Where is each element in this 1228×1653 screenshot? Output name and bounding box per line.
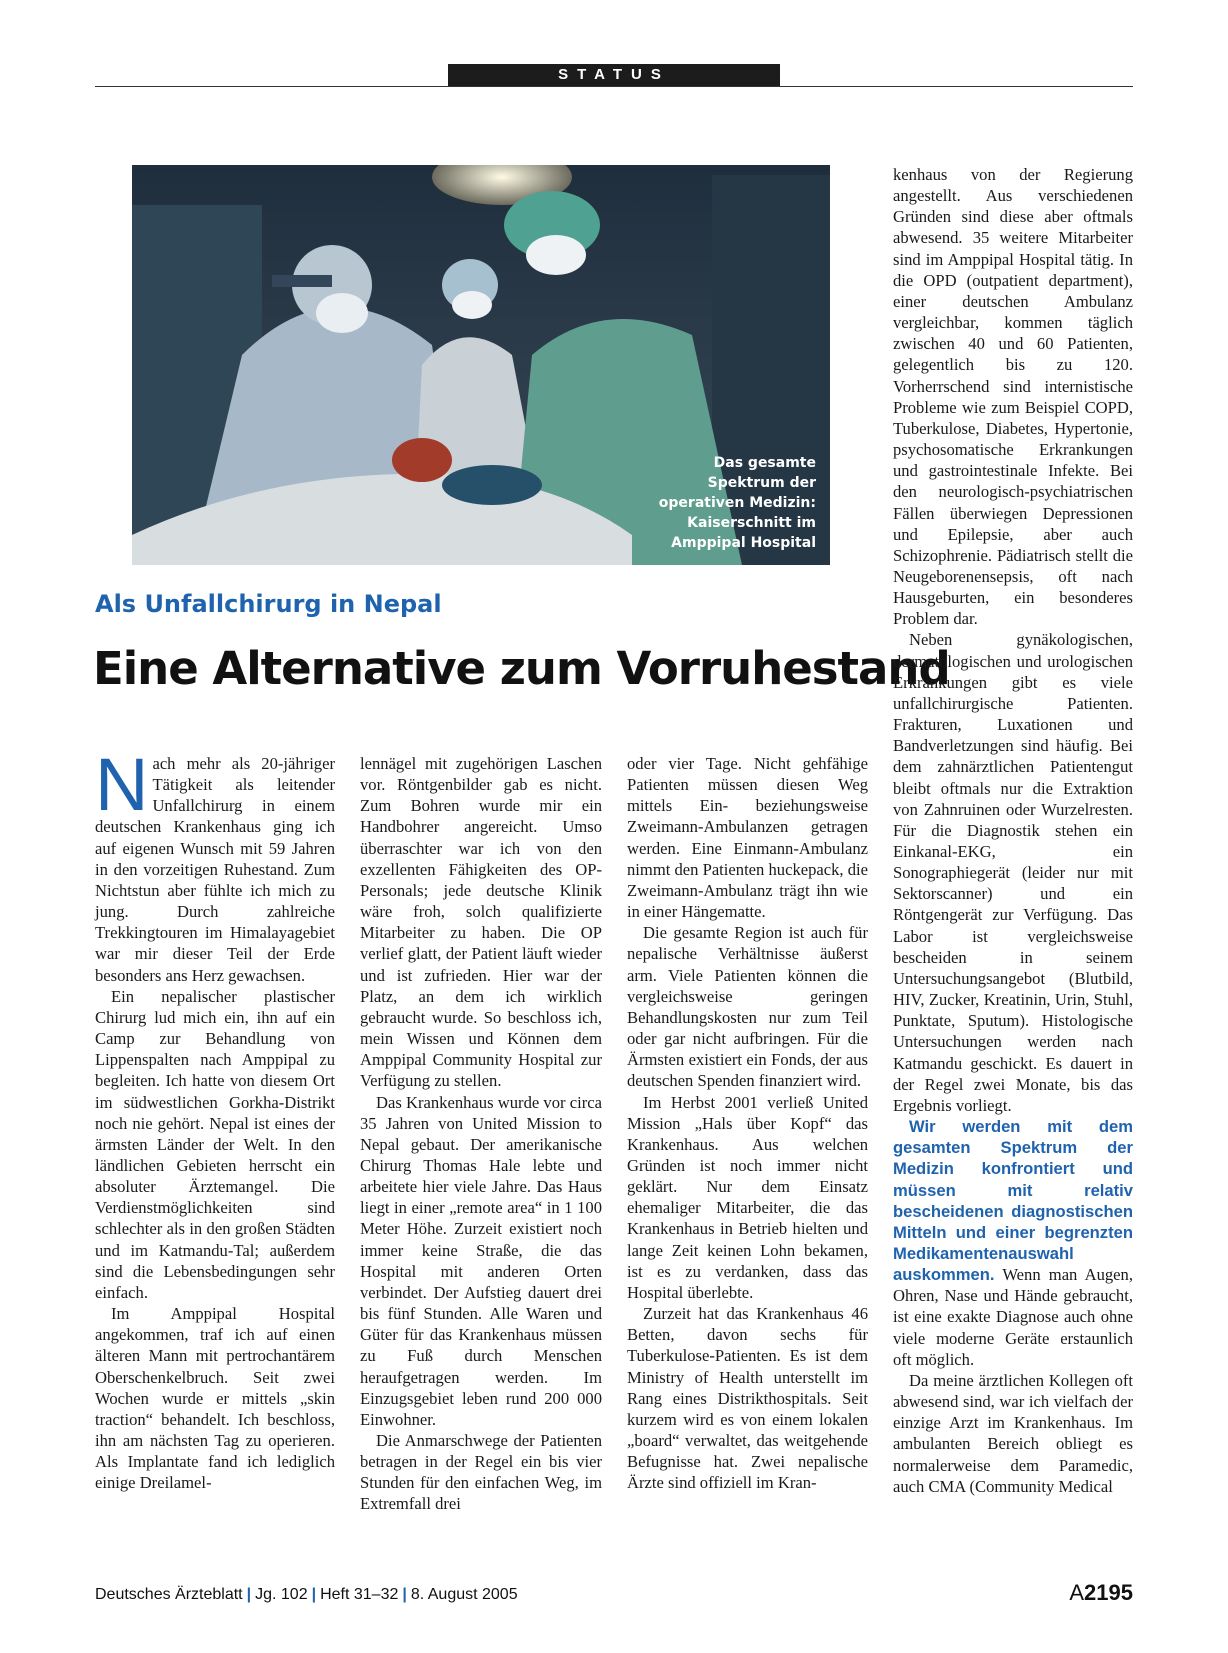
text-column-2 <box>360 753 602 1515</box>
paragraph: Die gesamte Region ist auch für nepalische Verhältnisse äußerst arm. Viele Patienten können die vergleichsweise geringen Behandlungskosten nur zum Teil oder gar nicht aufbringen. Für die Ärmsten existiert ein Fonds, der aus deutschen Spenden finanziert wird. <box>627 923 868 1091</box>
separator: | <box>246 1586 252 1603</box>
paragraph <box>893 1116 1133 1370</box>
article-title: Eine Alternative zum Vorruhestand <box>93 642 950 695</box>
page-number-value: 2195 <box>1084 1580 1133 1605</box>
separator: | <box>311 1586 317 1603</box>
footer-citation <box>95 1586 518 1604</box>
paragraph: Die Anmarschwege der Patienten betragen in der Regel ein bis vier Stunden für den einfachen Weg, im Extremfall drei <box>360 1431 602 1514</box>
paragraph: Im Amppipal Hospital angekommen, traf ich auf einen älteren Mann mit pertrochantärem Oberschenkelbruch. Seit zwei Wochen wurde er mittels „skin traction“ behandelt. Ich beschloss, ihn am nächsten Tag zu operieren. Als Implantate fand ich lediglich einige Dreilamel- <box>95 1304 335 1493</box>
text-column-4 <box>893 164 1133 1497</box>
highlight-quote: Wir werden mit dem gesamten Spektrum der Medizin konfrontiert und müssen mit relativ bescheidenen diagnostischen Mitteln und einer begrenzten Medikamentenauswahl auskommen. <box>893 1117 1133 1285</box>
paragraph <box>95 743 335 986</box>
article-kicker: Als Unfallchirurg in Nepal <box>95 590 442 618</box>
photo-caption: Das gesamte Spektrum der operativen Medizin: Kaiserschnitt im Amppipal Hospital <box>658 455 816 551</box>
paragraph: kenhaus von der Regierung angestellt. Aus verschiedenen Gründen sind diese aber oftmals abwesend. 35 weitere Mitarbeiter sind im Amppipal Hospital tätig. In die OPD (outpatient department), einer deutschen Ambulanz vergleichbar, kommen täglich zwischen 40 und 60 Patienten, gelegentlich bis zu 120. Vorherrschend sind internistische Probleme wie zum Beispiel COPD, Tuberkulose, Diabetes, Hypertonie, psychosomatische Erkrankungen und gastrointestinale Infekte. Bei den neurologisch-psychiatrischen Fällen überwiegen Depressionen und Epilepsie, aber auch Schizophrenie. Pädiatrisch stellt die Neugeborenensepsis, oft nach Hausgeburten, ein besonderes Problem dar. <box>893 165 1133 629</box>
journal-issue: Heft 31–32 <box>320 1586 399 1603</box>
paragraph: Das Krankenhaus wurde vor circa 35 Jahren von United Mission to Nepal gebaut. Der amerikanische Chirurg Thomas Hale lebte und arbeitete hier viele Jahre. Das Haus liegt in einer „remote area“ in 1 100 Meter Höhe. Zurzeit existiert noch immer keine Straße, die das Hospital mit anderen Orten verbindet. Der Aufstieg dauert drei bis fünf Stunden. Alle Waren und Güter für das Krankenhaus müssen zu Fuß durch Menschen heraufgetragen werden. Im Einzugsgebiet leben rund 200 000 Einwohner. <box>360 1092 602 1429</box>
surgery-photo <box>132 165 830 565</box>
paragraph: Im Herbst 2001 verließ United Mission „Hals über Kopf“ das Krankenhaus. Aus welchen Gründen ist noch immer nicht geklärt. Nur dem Einsatz ehemaliger Mitarbeiter, die das Krankenhaus in Betrieb hielten und lange Zeit keinen Lohn bekamen, ist es zu verdanken, dass das Hospital überlebte. <box>627 1092 868 1302</box>
paragraph: lennägel mit zugehörigen Laschen vor. Röntgenbilder gab es nicht. Zum Bohren wurde mir ein Handbohrer angereicht. Umso überraschter war ich von den exzellenten Fähigkeiten des OP-Personals; jede deutsche Klinik wäre froh, solch qualifizierte Mitarbeiter zu haben. Die OP verlief glatt, der Patient läuft wieder und ist zufrieden. Hier war der Platz, an dem ich wirklich gebraucht wurde. So beschloss ich, mein Wissen und Können dem Amppipal Community Hospital zur Verfügung zu stellen. <box>360 754 602 1091</box>
journal-name: Deutsches Ärzteblatt <box>95 1586 243 1603</box>
text-column-3 <box>627 753 868 1493</box>
journal-date: 8. August 2005 <box>410 1586 518 1603</box>
text-column-1 <box>95 743 335 1493</box>
paragraph: Ein nepalischer plastischer Chirurg lud mich ein, ihn auf ein Camp zur Behandlung von Lippenspalten nach Amppipal zu begleiten. Ich hatte von diesem Ort im südwestlichen Gorkha-Distrikt noch nie gehört. Nepal ist eines der ärmsten Länder der Welt. In den ländlichen Gebieten herrscht ein absoluter Ärztemangel. Die Verdienstmöglichkeiten sind schlechter als in den großen Städten und im Katmandu-Tal; außerdem sind die Lebensbedingungen sehr einfach. <box>95 986 335 1302</box>
paragraph: oder vier Tage. Nicht gehfähige Patienten müssen diesen Weg mittels Ein- beziehungsweise Zweimann-Ambulanzen getragen werden. Eine Einmann-Ambulanz nimmt den Patienten huckepack, die Zweimann-Ambulanz trägt ihn wie in einer Hängematte. <box>627 754 868 922</box>
paragraph: Da meine ärztlichen Kollegen oft abwesend sind, war ich vielfach der einzige Arzt im Krankenhaus. Im ambulanten Bereich obliegt es normalerweise dem Paramedic, auch CMA (Community Medical <box>893 1370 1133 1496</box>
separator: | <box>402 1586 407 1603</box>
section-label: STATUS <box>448 64 780 86</box>
paragraph: Zurzeit hat das Krankenhaus 46 Betten, davon sechs für Tuberkulose-Patienten. Es ist dem Ministry of Health unterstellt im Rang eines Distrikthospitals. Seit kurzem wird es von einem lokalen „board“ verwaltet, das weitgehende Befugnisse hat. Zwei nepalische Ärzte sind offiziell im Kran- <box>627 1304 868 1493</box>
page-prefix: A <box>1069 1580 1085 1605</box>
page-number <box>1069 1580 1133 1606</box>
drop-cap: N <box>95 743 149 826</box>
header-rule <box>95 86 1133 87</box>
paragraph-text: ach mehr als 20-jähriger Tätigkeit als leitender Unfallchirurg in einem deutschen Krankenhaus ging ich auf eigenen Wunsch mit 59 Jahren in den vorzeitigen Ruhestand. Zum Nichtstun aber fühlte ich mich zu jung. Durch zahlreiche Trekkingtouren im Himalayagebiet war mir dieser Teil der Erde besonders ans Herz gewachsen. <box>95 754 335 985</box>
paragraph-text: Wenn man Augen, Ohren, Nase und Hände gebraucht, ist eine exakte Diagnose auch ohne viele moderne Geräte erstaunlich oft möglich. <box>893 1265 1133 1369</box>
journal-volume: Jg. 102 <box>255 1586 308 1603</box>
paragraph: Neben gynäkologischen, dermatologischen und urologischen Erkrankungen gibt es viele unfallchirurgische Patienten. Frakturen, Luxationen und Bandverletzungen sind häufig. Bei dem zahnärztlichen Patientengut bleibt oftmals nur die Extraktion von Zahnruinen oder Wurzelresten. Für die Diagnostik stehen ein Einkanal-EKG, ein Sonographiegerät (leider nur mit Sektorscanner) und ein Röntgengerät zur Verfügung. Das Labor ist vergleichsweise bescheiden in seinem Untersuchungsangebot (Blutbild, HIV, Zucker, Kreatinin, Urin, Stuhl, Punktate, Sputum). Histologische Untersuchungen werden nach Katmandu geschickt. Es dauert in der Regel zwei Monate, bis das Ergebnis vorliegt. <box>893 630 1133 1115</box>
